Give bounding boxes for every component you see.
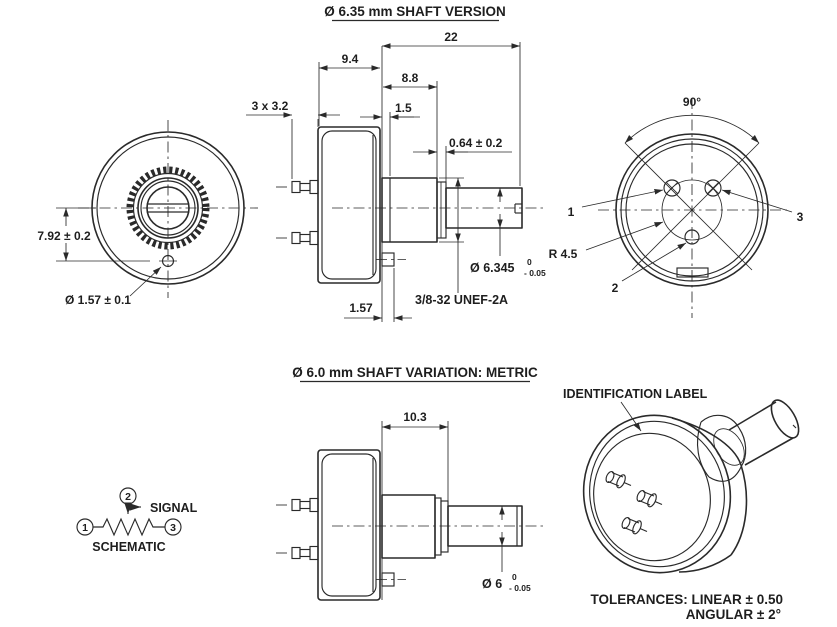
pin-collar (646, 493, 658, 509)
plain-bushing (382, 495, 435, 558)
terminal-collar (310, 547, 318, 560)
terminal-rod (300, 550, 310, 557)
bushing-ring (435, 498, 441, 555)
iso-drum-top (672, 418, 741, 465)
schematic-caption: SCHEMATIC (92, 540, 166, 554)
pin-base (640, 529, 647, 532)
tolerance-notes (591, 592, 783, 622)
iso-pin-1 (604, 470, 631, 489)
pot-body (318, 127, 380, 283)
label-terminal-3: 3 (796, 210, 804, 224)
bushing-ring (441, 501, 448, 552)
terminal-rod (300, 235, 310, 242)
schematic-terminal-1-label: 1 (82, 522, 88, 534)
iso-shaft-end (766, 396, 804, 442)
dim-shaft-diameter: Ø 6.345 (470, 261, 515, 275)
thread-spec: 3/8-32 UNEF-2A (415, 293, 509, 307)
isometric-view (563, 387, 804, 588)
terminal-tip (292, 233, 300, 244)
terminal-tip (292, 548, 300, 559)
pin-base (655, 502, 662, 505)
shaft-tol-low: - 0.05 (524, 268, 546, 278)
iso-collar-top (701, 415, 739, 428)
shaft-tol-high: 0 (527, 257, 532, 267)
terminal-tip (292, 500, 300, 511)
bushing-step (437, 182, 446, 238)
terminal-rod (300, 184, 310, 191)
terminal-tip (292, 182, 300, 193)
pot-body (318, 450, 380, 600)
terminal-rod (300, 502, 310, 509)
label-terminal-2: 2 (611, 281, 619, 295)
schematic (77, 488, 198, 554)
iso-pin-2 (635, 489, 662, 508)
iso-shaft-top (729, 402, 776, 430)
title-shaft-version: Ø 6.35 mm SHAFT VERSION (324, 4, 506, 19)
diagonal-line (625, 143, 752, 270)
iso-drum-back (731, 465, 746, 555)
dim-metric-shaft-dia: Ø 6 (482, 577, 503, 591)
schematic-terminal-2-label: 2 (125, 491, 131, 503)
pin-base (624, 483, 631, 486)
iso-shaft-bottom (745, 438, 793, 465)
iso-drum-bottom (679, 555, 731, 572)
signal-label: SIGNAL (150, 501, 198, 515)
terminal-collar (310, 499, 318, 512)
pin-cap (635, 489, 646, 502)
pin-collar (631, 520, 643, 536)
dim-terminals: 3 x 3.2 (251, 99, 289, 113)
side-view-635 (246, 30, 546, 322)
pot-body-inner (322, 131, 376, 279)
schematic-terminal-3-label: 3 (170, 522, 176, 534)
dim-angle: 90° (682, 95, 702, 109)
title-metric-variation: Ø 6.0 mm SHAFT VARIATION: METRIC (292, 365, 538, 380)
leader-terminal-3 (722, 190, 792, 212)
pot-body-inner (322, 454, 376, 596)
pin-cap (620, 516, 631, 529)
metric-side-view (276, 410, 544, 600)
pin-cap (604, 470, 615, 483)
iso-shaft-slot-tick (793, 425, 796, 428)
dim-front-height: 7.92 ± 0.2 (37, 229, 91, 243)
dim-flat: 0.64 ± 0.2 (449, 136, 503, 150)
diagonal-line (632, 143, 759, 270)
dim-lug: 1.57 (349, 301, 373, 315)
metric-tol-high: 0 (512, 572, 517, 582)
dim-bushing-length: 8.8 (401, 71, 419, 85)
tolerance-linear: TOLERANCES: LINEAR ± 0.50 (590, 592, 783, 607)
metric-tol-low: - 0.05 (509, 583, 531, 593)
rear-view (549, 95, 804, 318)
tolerance-angular: ANGULAR ± 2° (685, 607, 781, 622)
resistor-zigzag (93, 519, 165, 535)
dim-overall-length: 22 (444, 30, 458, 44)
identification-label: IDENTIFICATION LABEL (563, 387, 708, 401)
iso-face-rim (574, 407, 739, 581)
hole-leader (130, 267, 161, 296)
dim-pin-circle-radius: R 4.5 (548, 247, 578, 261)
dim-body-depth: 9.4 (341, 52, 359, 66)
pin-collar (615, 474, 627, 490)
terminal-collar (310, 232, 318, 245)
leader-terminal-1 (582, 190, 663, 207)
dim-hole-diameter: Ø 1.57 ± 0.1 (65, 293, 131, 307)
terminal-collar (310, 181, 318, 194)
label-terminal-1: 1 (567, 205, 575, 219)
iso-pin-3 (620, 516, 647, 535)
dim-washer: 1.5 (395, 101, 412, 115)
front-view (37, 120, 258, 307)
dim-metric-bushing: 10.3 (403, 410, 427, 424)
